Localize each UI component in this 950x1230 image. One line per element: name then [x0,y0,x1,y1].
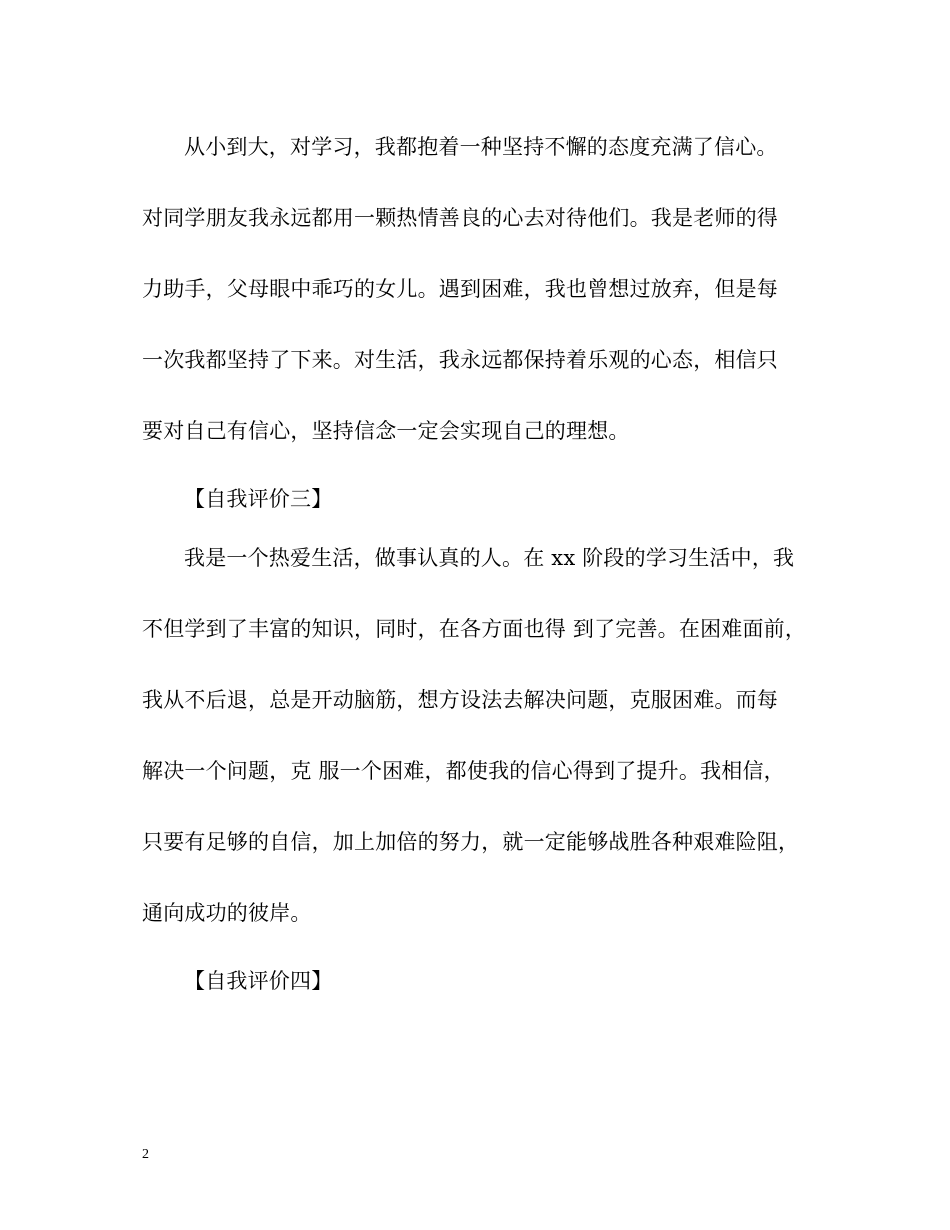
section-heading-3: 【自我评价三】 [184,487,333,511]
paragraph-1-line-1: 从小到大，对学习，我都抱着一种坚持不懈的态度充满了信心。 [184,135,778,159]
paragraph-2-line-1: 我是一个热爱生活，做事认真的人。在 xx 阶段的学习生活中，我 [184,546,795,570]
paragraph-2-line-3: 我从不后退，总是开动脑筋，想方设法去解决问题，克服困难。而每 [142,688,778,712]
paragraph-1-line-3: 力助手，父母眼中乖巧的女儿。遇到困难，我也曾想过放弃，但是每 [142,277,778,301]
paragraph-1-line-5: 要对自己有信心，坚持信念一定会实现自己的理想。 [142,419,630,443]
section-heading-4: 【自我评价四】 [184,969,333,993]
paragraph-2-line-5: 只要有足够的自信，加上加倍的努力，就一定能够战胜各种艰难险阻， [142,830,800,854]
page-number: 2 [142,1147,149,1162]
paragraph-2-line-4: 解决一个问题，克 服一个困难，都使我的信心得到了提升。我相信， [142,759,785,783]
paragraph-1-line-2: 对同学朋友我永远都用一颗热情善良的心去对待他们。我是老师的得 [142,206,778,230]
paragraph-1-line-4: 一次我都坚持了下来。对生活，我永远都保持着乐观的心态，相信只 [142,348,778,372]
paragraph-2-line-6: 通向成功的彼岸。 [142,901,312,925]
paragraph-2-line-2: 不但学到了丰富的知识，同时，在各方面也得 到了完善。在困难面前， [142,617,807,641]
